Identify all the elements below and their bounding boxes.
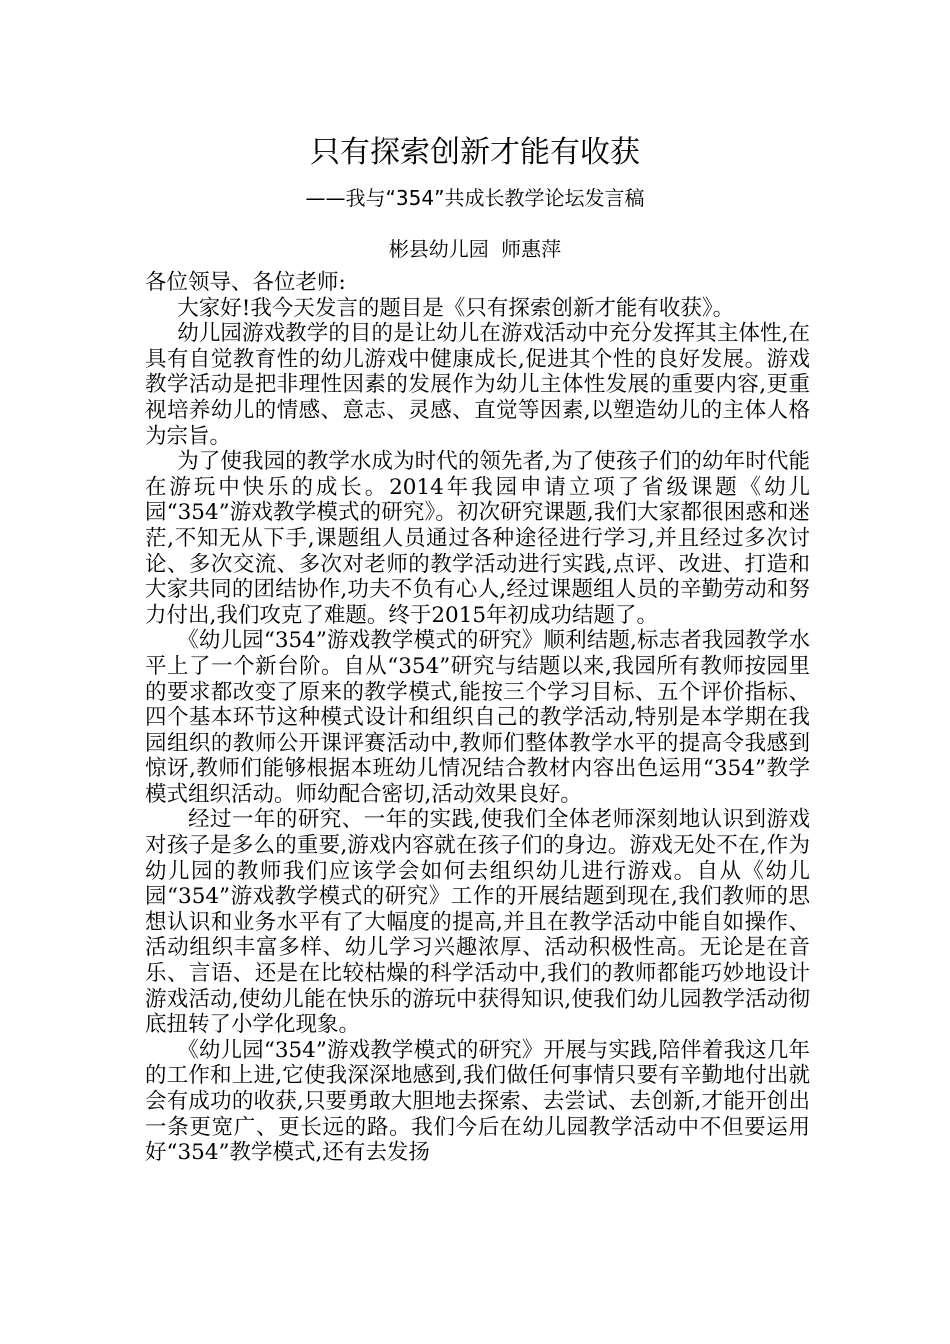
document-body [145, 270, 810, 1166]
paragraph: 大家好!我今天发言的题目是《只有探索创新才能有收获》。 [177, 295, 735, 321]
paragraph: 《幼儿园“354”游戏教学模式的研究》顺利结题,标志者我园教学水平上了一个新台阶。自从“354”研究与结题以来,我园所有教师按园里的要求都改变了原来的教学模式,能按三个学习目标、五个评价指标、四个基本环节这种模式设计和组织自己的教学活动,特别是本学期在我园组织的教师公开课评赛活动中,教师们整体教学水平的提高令我感到惊讶,教师们能够根据本班幼儿情况结合教材内容出色运用“354”教学模式组织活动。师幼配合密切,活动效果良好。 [145, 628, 810, 807]
paragraph: 经过一年的研究、一年的实践,使我们全体老师深刻地认识到游戏对孩子是多么的重要,游戏内容就在孩子们的身边。游戏无处不在,作为幼儿园的教师我们应该学会如何去组织幼儿进行游戏。自从《幼儿园“354”游戏教学模式的研究》工作的开展结题到现在,我们教师的思想认识和业务水平有了大幅度的提高,并且在教学活动中能自如操作、活动组织丰富多样、幼儿学习兴趣浓厚、活动积极性高。无论是在音乐、言语、还是在比较枯燥的科学活动中,我们的教师都能巧妙地设计游戏活动,使幼儿能在快乐的游玩中获得知识,使我们幼儿园教学活动彻底扭转了小学化现象。 [145, 807, 810, 1038]
document-author: 彬县幼儿园 师惠萍 [388, 237, 562, 261]
paragraph: 幼儿园游戏教学的目的是让幼儿在游戏活动中充分发挥其主体性,在具有自觉教育性的幼儿游戏中健康成长,促进其个性的良好发展。游戏教学活动是把非理性因素的发展作为幼儿主体性发展的重要内容,更重视培养幼儿的情感、意志、灵感、直觉等因素,以塑造幼儿的主体人格为宗旨。 [145, 321, 810, 449]
document-title: 只有探索创新才能有收获 [310, 135, 640, 170]
document-subtitle: ——我与“354”共成长教学论坛发言稿 [305, 186, 645, 210]
salutation: 各位领导、各位老师: [145, 270, 346, 295]
paragraph: 《幼儿园“354”游戏教学模式的研究》开展与实践,陪伴着我这几年的工作和上进,它使我深深地感到,我们做任何事情只要有辛勤地付出就会有成功的收获,只要勇敢大胆地去探索、去尝试、去创新,才能开创出一条更宽广、更长远的路。我们今后在幼儿园教学活动中不但要运用好“354”教学模式,还有去发扬 [145, 1037, 810, 1166]
paragraph: 为了使我园的教学水成为时代的领先者,为了使孩子们的幼年时代能在游玩中快乐的成长。2014年我园申请立项了省级课题《幼儿园“354”游戏教学模式的研究》。初次研究课题,我们大家都很困惑和迷茫,不知无从下手,课题组人员通过各种途径进行学习,并且经过多次讨论、多次交流、多次对老师的教学活动进行实践,点评、改进、打造和大家共同的团结协作,功夫不负有心人,经过课题组人员的辛勤劳动和努力付出,我们攻克了难题。终于2015年初成功结题了。 [145, 449, 810, 628]
